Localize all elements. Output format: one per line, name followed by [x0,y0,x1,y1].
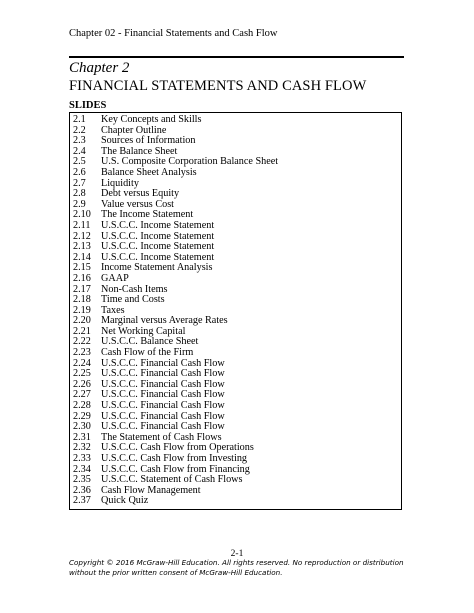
slide-title: The Statement of Cash Flows [101,431,222,443]
slide-title: Key Concepts and Skills [101,114,202,125]
slide-title: Net Working Capital [101,325,186,337]
slide-title: U.S.C.C. Financial Cash Flow [101,400,225,412]
slide-number: 2.35 [73,474,91,486]
slide-row [70,168,401,179]
slide-number: 2.8 [73,188,86,200]
slide-title: U.S.C.C. Cash Flow from Financing [101,463,250,475]
slide-title: The Income Statement [101,209,194,221]
slide-title: U.S.C.C. Cash Flow from Operations [101,442,254,454]
slide-title: Balance Sheet Analysis [101,166,197,178]
slide-title: U.S.C.C. Income Statement [101,251,215,263]
slide-number: 2.15 [73,262,91,274]
slide-row [70,274,401,285]
page-number: 2-1 [230,549,244,559]
slide-title: U.S.C.C. Balance Sheet [101,336,199,348]
slide-title: U.S.C.C. Financial Cash Flow [101,357,225,369]
slide-number: 2.34 [73,463,91,475]
slide-number: 2.14 [73,251,91,263]
slide-title: U.S.C.C. Financial Cash Flow [101,368,225,380]
slide-title: Quick Quiz [101,495,149,507]
slide-number: 2.9 [73,198,86,210]
slide-number: 2.6 [73,166,86,178]
slide-number: 2.18 [73,294,91,306]
slide-title: Marginal versus Average Rates [101,315,228,327]
slide-title: Value versus Cost [101,198,175,210]
slide-title: The Balance Sheet [101,145,178,157]
slide-number: 2.11 [73,219,91,231]
slide-title: U.S.C.C. Income Statement [101,230,215,242]
slide-number: 2.3 [73,135,86,147]
slides-heading: SLIDES [69,100,107,111]
slide-title: U.S. Composite Corporation Balance Sheet [101,156,279,168]
chapter-title: FINANCIAL STATEMENTS AND CASH FLOW [69,78,367,94]
slide-number: 2.33 [73,453,91,464]
slide-number: 2.23 [73,347,91,359]
slide-number: 2.28 [73,400,91,412]
running-header: Chapter 02 - Financial Statements and Cash Flow [69,28,278,39]
slide-number: 2.29 [73,410,91,422]
slide-title: U.S.C.C. Financial Cash Flow [101,378,225,390]
slide-number: 2.16 [73,272,91,284]
slide-title: U.S.C.C. Financial Cash Flow [101,389,225,401]
slide-title: Sources of Information [101,135,196,147]
slide-number: 2.24 [73,357,91,369]
slide-title: Debt versus Equity [101,188,180,200]
slide-number: 2.21 [73,325,91,337]
slide-row [70,496,401,507]
slide-number: 2.31 [73,431,91,443]
slide-title: U.S.C.C. Income Statement [101,241,215,253]
slide-number: 2.37 [73,495,91,507]
slide-title: U.S.C.C. Financial Cash Flow [101,410,225,422]
slide-title: U.S.C.C. Financial Cash Flow [101,421,225,433]
slide-number: 2.17 [73,283,91,295]
slide-title: Cash Flow Management [101,484,201,496]
slide-number: 2.32 [73,442,91,454]
slide-row [70,454,401,465]
slide-number: 2.5 [73,156,86,168]
slide-row [70,115,401,126]
slide-title: Cash Flow of the Firm [101,347,194,359]
slide-title: U.S.C.C. Cash Flow from Investing [101,453,248,464]
slide-title: Taxes [101,304,125,316]
slide-number: 2.1 [73,114,86,125]
slide-number: 2.13 [73,241,91,253]
slide-row [70,221,401,232]
slide-number: 2.22 [73,336,91,348]
slide-number: 2.10 [73,209,91,221]
slide-number: 2.30 [73,421,91,433]
slide-title: Liquidity [101,177,139,189]
slide-title: Income Statement Analysis [101,262,213,274]
slide-number: 2.2 [73,124,86,136]
chapter-label: Chapter 2 [69,60,130,76]
copyright-notice: Copyright © 2016 McGraw-Hill Education. All rights reserved. No reproduction or distribution without the prior written consent of McGraw-Hill Education. [69,558,404,577]
slide-title: U.S.C.C. Income Statement [101,219,215,231]
slide-number: 2.19 [73,304,91,316]
slide-number: 2.7 [73,177,86,189]
slide-title: Chapter Outline [101,124,167,136]
slide-number: 2.20 [73,315,91,327]
slide-title: Time and Costs [101,294,165,306]
slide-title: U.S.C.C. Statement of Cash Flows [101,474,243,486]
slide-number: 2.12 [73,230,91,242]
slide-number: 2.26 [73,378,91,390]
slide-title: GAAP [101,272,129,284]
header-rule [69,56,404,58]
slide-number: 2.25 [73,368,91,380]
slide-title: Non-Cash Items [101,283,168,295]
slide-number: 2.36 [73,484,91,496]
slide-number: 2.4 [73,145,86,157]
slide-number: 2.27 [73,389,91,401]
slides-table [69,112,402,510]
